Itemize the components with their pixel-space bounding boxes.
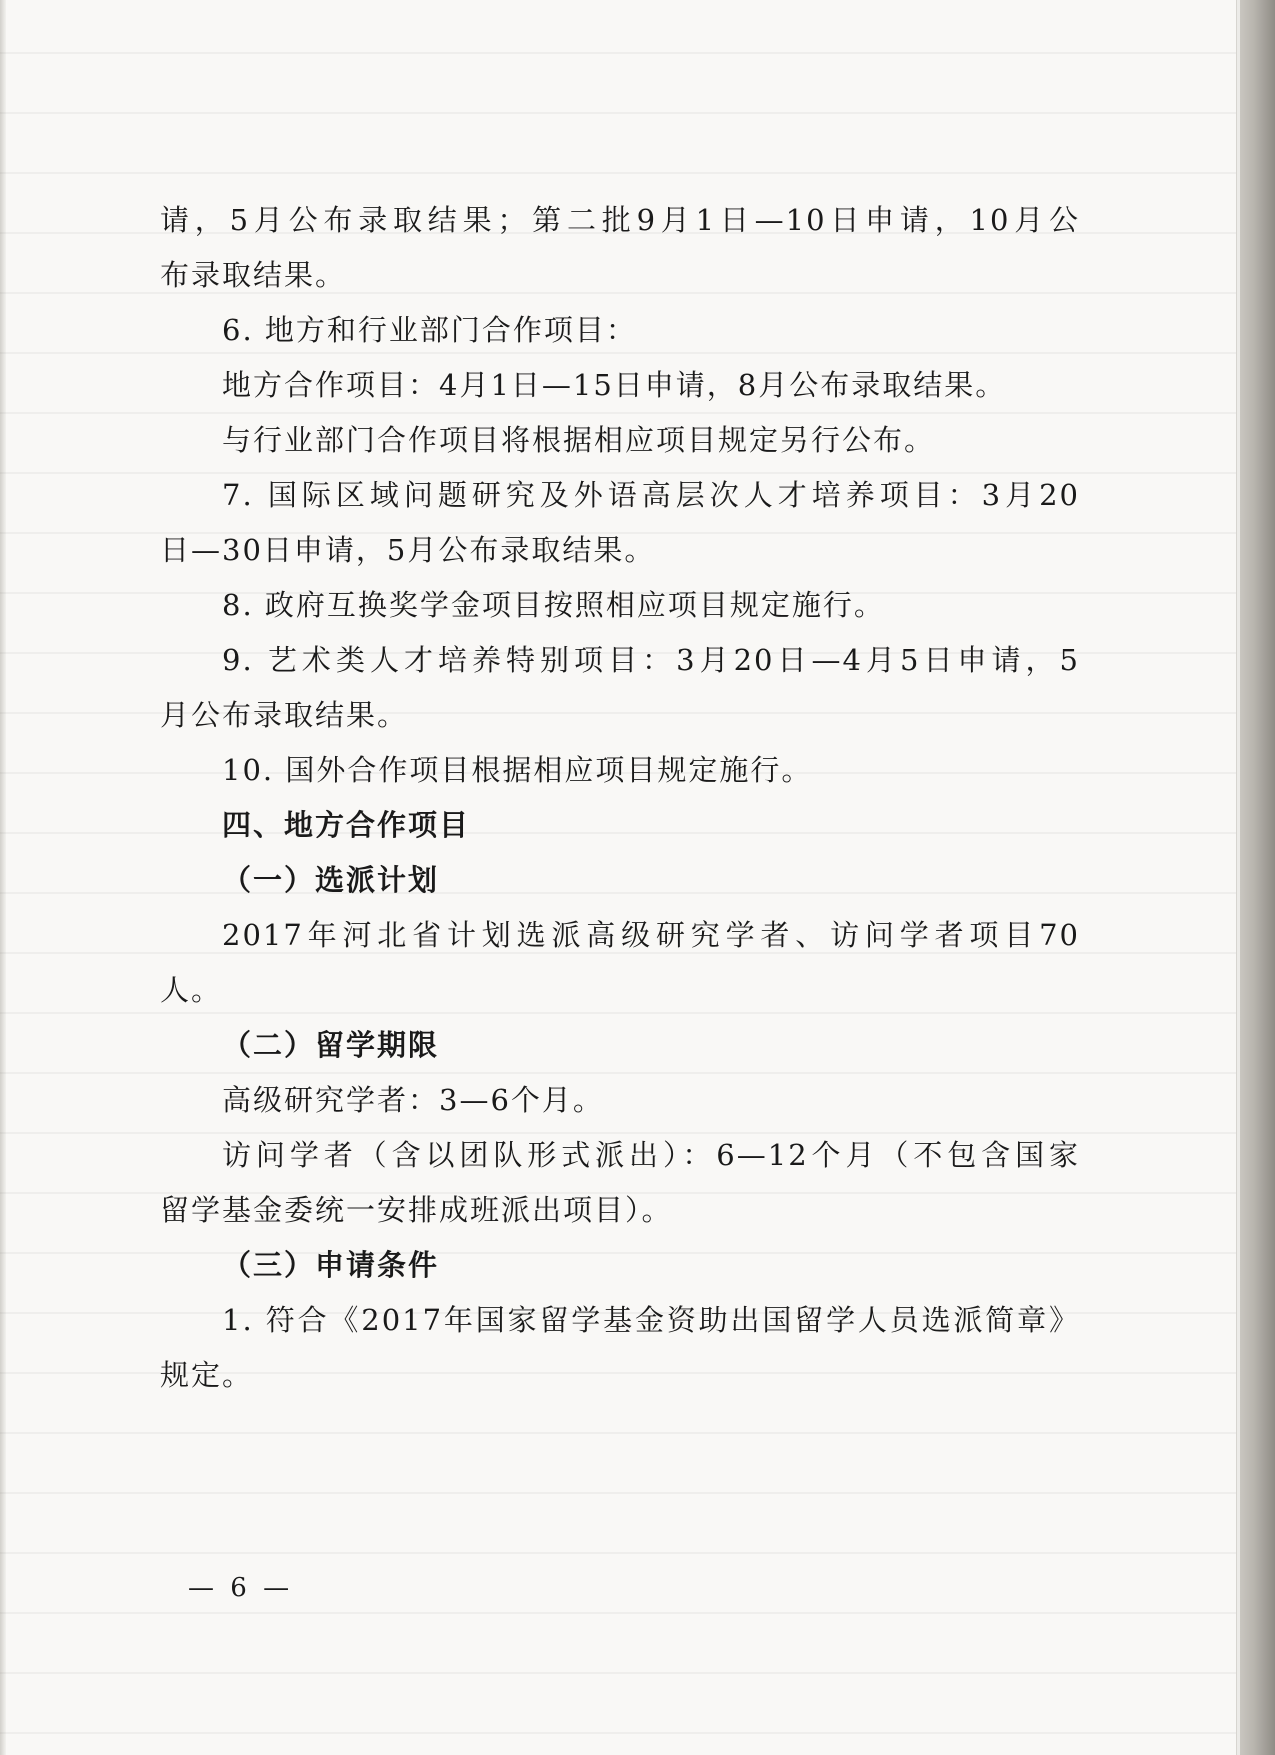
page-number: — 6 — [188,1573,294,1603]
subsection-heading: （一）选派计划 [222,863,440,897]
text-line: 地方合作项目：4月1日—15日申请，8月公布录取结果。 [222,368,1007,402]
list-item-heading: 8. 政府互换奖学金项目按照相应项目规定施行。 [222,588,885,622]
text-line: 请，5月公布录取结果；第二批9月1日—10日申请，10月公 [160,203,1080,237]
list-item-heading: 9. 艺术类人才培养特别项目：3月20日—4月5日申请，5 [222,643,1080,677]
text-line: 1. 符合《2017年国家留学基金资助出国留学人员选派简章》 [222,1303,1080,1337]
list-item-heading: 6. 地方和行业部门合作项目： [222,313,637,347]
page-left-edge [0,0,6,1755]
section-heading: 四、地方合作项目 [222,808,471,842]
subsection-heading: （三）申请条件 [222,1248,440,1282]
scan-border [1240,0,1275,1755]
text-line: 访问学者（含以团队形式派出）：6—12个月（不包含国家 [222,1138,1080,1172]
text-line: 人。 [160,973,223,1007]
list-item-heading: 10. 国外合作项目根据相应项目规定施行。 [222,753,813,787]
text-line: 日—30日申请，5月公布录取结果。 [160,533,656,567]
text-line: 高级研究学者：3—6个月。 [222,1083,604,1117]
text-line: 2017年河北省计划选派高级研究学者、访问学者项目70 [222,918,1080,952]
list-item-heading: 7. 国际区域问题研究及外语高层次人才培养项目：3月20 [222,478,1080,512]
subsection-heading: （二）留学期限 [222,1028,440,1062]
text-line: 规定。 [160,1358,254,1392]
text-line: 月公布录取结果。 [160,698,409,732]
text-line: 留学基金委统一安排成班派出项目）。 [160,1193,673,1227]
text-line: 与行业部门合作项目将根据相应项目规定另行公布。 [222,423,936,457]
text-line: 布录取结果。 [160,258,347,292]
